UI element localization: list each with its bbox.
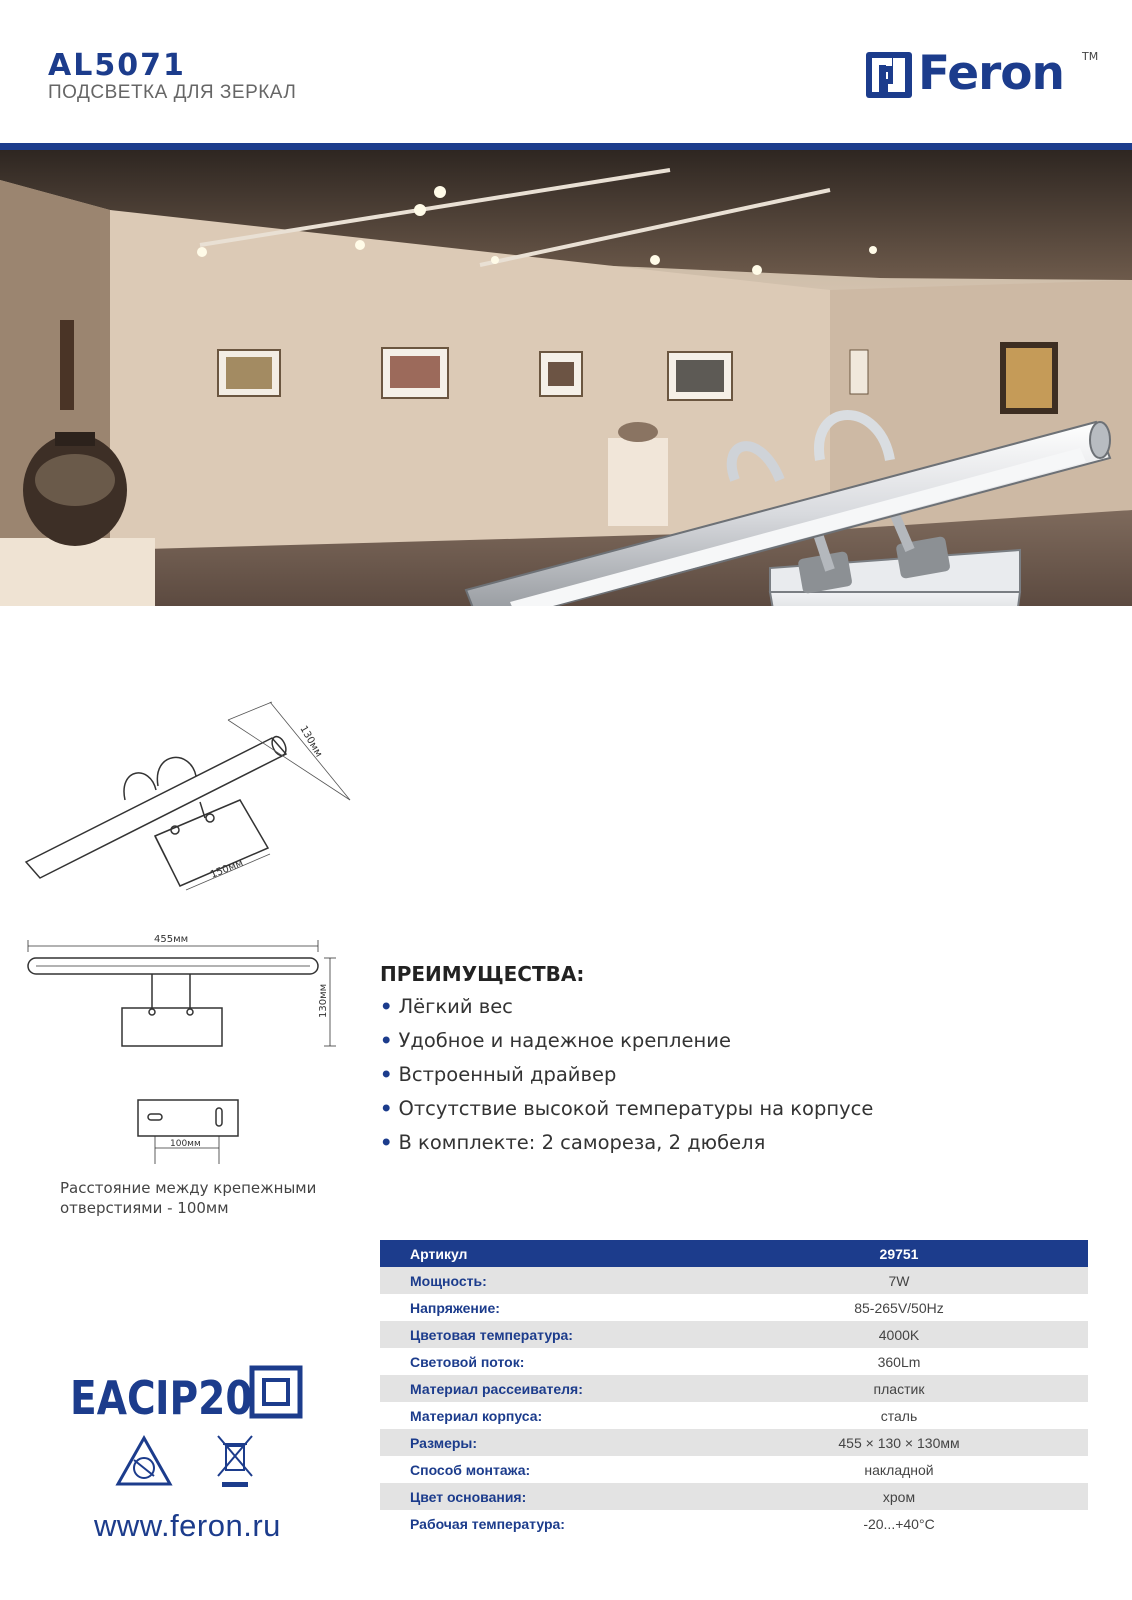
advantages-title: ПРЕИМУЩЕСТВА: xyxy=(380,962,585,986)
advantages-list xyxy=(380,994,1080,1164)
brand-name: Feron xyxy=(918,46,1065,101)
front-width-label: 455мм xyxy=(154,934,189,945)
table-row: Размеры: 455 × 130 × 130мм xyxy=(380,1429,1088,1456)
article-value: 29751 xyxy=(710,1240,1088,1267)
hole-distance-label: 100мм xyxy=(170,1139,201,1149)
table-row: Напряжение: 85-265V/50Hz xyxy=(410,1299,944,1316)
advantage-item: • Удобное и надежное крепление xyxy=(380,1029,731,1052)
bullet-icon: • xyxy=(380,995,393,1018)
ip20-mark: IP20 xyxy=(155,1371,253,1426)
table-row: Материал рассеивателя: пластик xyxy=(380,1375,1088,1402)
iso-depth-label: 150мм xyxy=(209,857,245,881)
website-link[interactable]: www.feron.ru xyxy=(94,1508,281,1543)
advantage-item: • Отсутствие высокой температуры на корпусе xyxy=(380,1097,874,1120)
front-height-label: 130мм xyxy=(318,983,329,1018)
table-row: Рабочая температура: -20...+40°C xyxy=(410,1515,935,1532)
bullet-icon: • xyxy=(380,1097,393,1120)
advantages-section xyxy=(380,962,1080,1164)
certification-marks xyxy=(70,1356,320,1436)
advantage-item: • Встроенный драйвер xyxy=(380,1063,617,1086)
table-row: Материал корпуса: сталь xyxy=(410,1407,918,1424)
bullet-icon: • xyxy=(380,1029,393,1052)
table-row: Мощность: 7W xyxy=(380,1267,1088,1294)
iso-height-label: 130мм xyxy=(297,724,325,760)
eac-mark-icon: ЕАС xyxy=(70,1371,156,1426)
table-row: Способ монтажа: накладной xyxy=(410,1461,934,1478)
bullet-icon: • xyxy=(380,1131,393,1154)
mounting-holes-caption: Расстояние между крепежными отверстиями - 100мм xyxy=(60,1179,317,1217)
table-row: Цвет основания: хром xyxy=(380,1483,1088,1510)
feron-logo xyxy=(866,46,1099,106)
table-row: Цветовая температура: 4000K xyxy=(380,1321,1088,1348)
table-header-row xyxy=(380,1240,1088,1267)
product-subtitle: ПОДСВЕТКА ДЛЯ ЗЕРКАЛ xyxy=(48,82,297,103)
specifications-table xyxy=(380,1240,1088,1537)
header-divider xyxy=(0,143,1132,150)
bullet-icon: • xyxy=(380,1063,393,1086)
technical-drawings xyxy=(0,690,360,1250)
model-number: AL5071 xyxy=(48,48,186,83)
advantage-item: • В комплекте: 2 самореза, 2 дюбеля xyxy=(380,1131,766,1154)
page-header xyxy=(0,0,1132,143)
warning-icons xyxy=(110,1432,270,1496)
trademark-symbol: TM xyxy=(1082,50,1099,63)
feron-logo-icon xyxy=(866,52,912,98)
article-label: Артикул xyxy=(380,1240,710,1267)
no-gel-warning-icon xyxy=(118,1438,170,1484)
weee-crossed-bin-icon xyxy=(218,1436,252,1487)
advantage-item: • Лёгкий вес xyxy=(380,995,513,1018)
class-ii-insulation-icon xyxy=(252,1368,300,1416)
gallery-product-photo xyxy=(0,150,1132,606)
table-row: Световой поток: 360Lm xyxy=(410,1353,921,1370)
